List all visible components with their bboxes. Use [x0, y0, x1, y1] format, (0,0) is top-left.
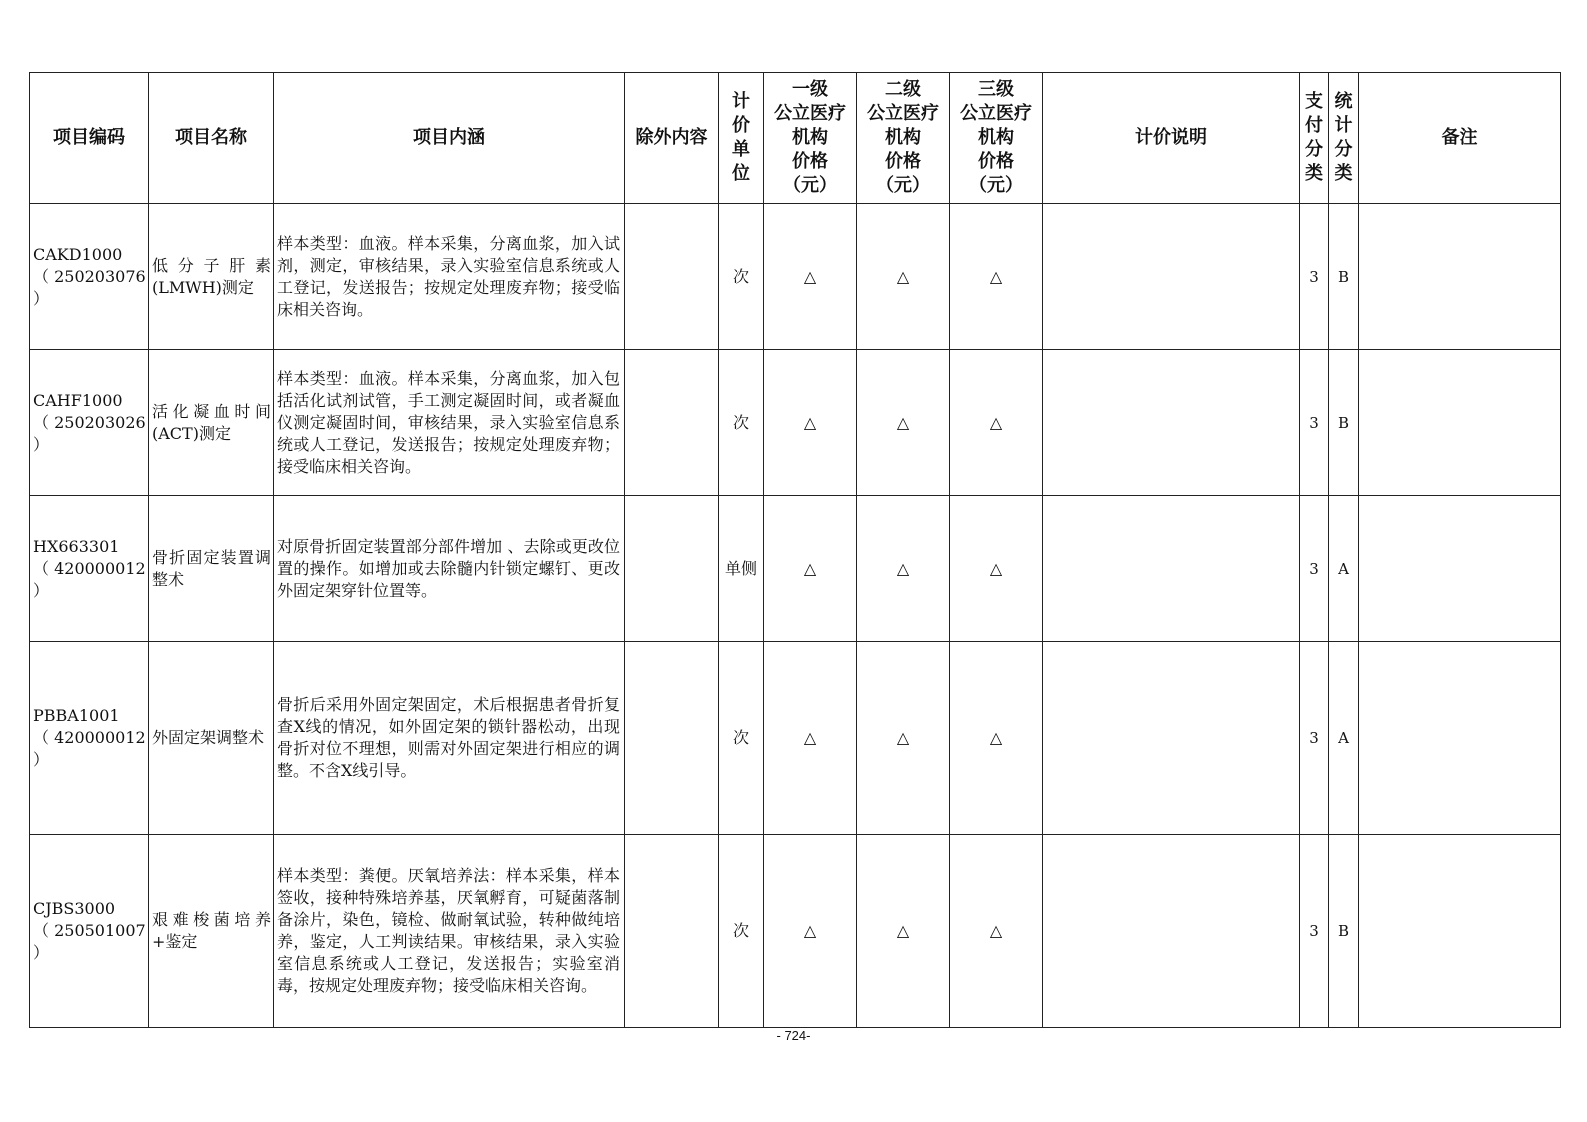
item-content: 骨折后采用外固定架固定，术后根据患者骨折复查X线的情况，如外固定架的锁针器松动，出现骨折对位不理想，则需对外固定架进行相应的调整。不含X线引导。	[274, 642, 625, 835]
item-exclusion	[625, 642, 719, 835]
item-code: CAHF1000 （ 250203026 ）	[30, 350, 149, 496]
item-pricing-note	[1043, 496, 1300, 642]
item-price-level-2: △	[857, 835, 950, 1028]
item-remarks	[1359, 642, 1561, 835]
item-payment-class: 3	[1300, 204, 1329, 350]
item-price-level-3: △	[950, 204, 1043, 350]
item-remarks	[1359, 204, 1561, 350]
table-row	[30, 496, 1561, 642]
item-content: 样本类型：粪便。厌氧培养法：样本采集，样本签收，接种特殊培养基，厌氧孵育，可疑菌落制备涂片，染色，镜检、做耐氧试验，转种做纯培养，鉴定，人工判读结果。审核结果，录入实验室信息系统或人工登记，发送报告；实验室消毒，按规定处理废弃物；接受临床相关咨询。	[274, 835, 625, 1028]
item-content: 样本类型：血液。样本采集，分离血浆，加入包括活化试剂试管，手工测定凝固时间，或者凝血仪测定凝固时间，审核结果，录入实验室信息系统或人工登记，发送报告；按规定处理废弃物；接受临床相关咨询。	[274, 350, 625, 496]
item-name: 外固定架调整术	[149, 642, 274, 835]
item-remarks	[1359, 350, 1561, 496]
price-table	[29, 72, 1561, 1028]
table-row	[30, 204, 1561, 350]
item-pricing-note	[1043, 350, 1300, 496]
item-price-level-2: △	[857, 204, 950, 350]
header-remarks: 备注	[1359, 73, 1561, 204]
header-code: 项目编码	[30, 73, 149, 204]
item-price-level-1: △	[764, 835, 857, 1028]
item-name: 活化凝血时间(ACT)测定	[149, 350, 274, 496]
item-code: HX663301 （ 420000012 ）	[30, 496, 149, 642]
table-row	[30, 350, 1561, 496]
item-payment-class: 3	[1300, 835, 1329, 1028]
item-payment-class: 3	[1300, 496, 1329, 642]
header-price-level-3: 三级 公立医疗 机构 价格 （元）	[950, 73, 1043, 204]
header-price-level-2: 二级 公立医疗 机构 价格 （元）	[857, 73, 950, 204]
item-price-level-3: △	[950, 496, 1043, 642]
table-row	[30, 642, 1561, 835]
item-payment-class: 3	[1300, 350, 1329, 496]
item-price-level-2: △	[857, 642, 950, 835]
item-remarks	[1359, 496, 1561, 642]
item-price-level-1: △	[764, 204, 857, 350]
item-remarks	[1359, 835, 1561, 1028]
item-price-level-1: △	[764, 642, 857, 835]
header-row	[30, 73, 1561, 204]
header-name: 项目名称	[149, 73, 274, 204]
item-unit: 单侧	[719, 496, 764, 642]
item-content: 样本类型：血液。样本采集，分离血浆，加入试剂，测定，审核结果，录入实验室信息系统或人工登记，发送报告；按规定处理废弃物；接受临床相关咨询。	[274, 204, 625, 350]
item-price-level-3: △	[950, 835, 1043, 1028]
item-content: 对原骨折固定装置部分部件增加 、去除或更改位置的操作。如增加或去除髓内针锁定螺钉、更改外固定架穿针位置等。	[274, 496, 625, 642]
item-price-level-3: △	[950, 350, 1043, 496]
item-stat-class: A	[1329, 642, 1359, 835]
header-content: 项目内涵	[274, 73, 625, 204]
item-unit: 次	[719, 350, 764, 496]
page-number: - 724-	[776, 1028, 811, 1043]
item-price-level-2: △	[857, 350, 950, 496]
item-price-level-1: △	[764, 496, 857, 642]
item-exclusion	[625, 204, 719, 350]
header-stat-class: 统 计 分 类	[1329, 73, 1359, 204]
item-name: 低分子肝素(LMWH)测定	[149, 204, 274, 350]
item-unit: 次	[719, 835, 764, 1028]
item-payment-class: 3	[1300, 642, 1329, 835]
header-exclusion: 除外内容	[625, 73, 719, 204]
header-unit: 计 价 单 位	[719, 73, 764, 204]
header-payment-class: 支 付 分 类	[1300, 73, 1329, 204]
item-pricing-note	[1043, 642, 1300, 835]
item-name: 骨折固定装置调整术	[149, 496, 274, 642]
item-code: CAKD1000 （ 250203076 ）	[30, 204, 149, 350]
item-code: CJBS3000 （ 250501007 ）	[30, 835, 149, 1028]
item-stat-class: B	[1329, 350, 1359, 496]
item-exclusion	[625, 350, 719, 496]
item-unit: 次	[719, 642, 764, 835]
item-price-level-3: △	[950, 642, 1043, 835]
header-price-level-1: 一级 公立医疗 机构 价格 （元）	[764, 73, 857, 204]
item-stat-class: B	[1329, 835, 1359, 1028]
item-price-level-1: △	[764, 350, 857, 496]
item-price-level-2: △	[857, 496, 950, 642]
item-stat-class: B	[1329, 204, 1359, 350]
item-unit: 次	[719, 204, 764, 350]
item-name: 艰难梭菌培养+鉴定	[149, 835, 274, 1028]
item-code: PBBA1001 （ 420000012 ）	[30, 642, 149, 835]
item-exclusion	[625, 835, 719, 1028]
item-pricing-note	[1043, 835, 1300, 1028]
header-pricing-note: 计价说明	[1043, 73, 1300, 204]
item-stat-class: A	[1329, 496, 1359, 642]
table-row	[30, 835, 1561, 1028]
item-exclusion	[625, 496, 719, 642]
item-pricing-note	[1043, 204, 1300, 350]
